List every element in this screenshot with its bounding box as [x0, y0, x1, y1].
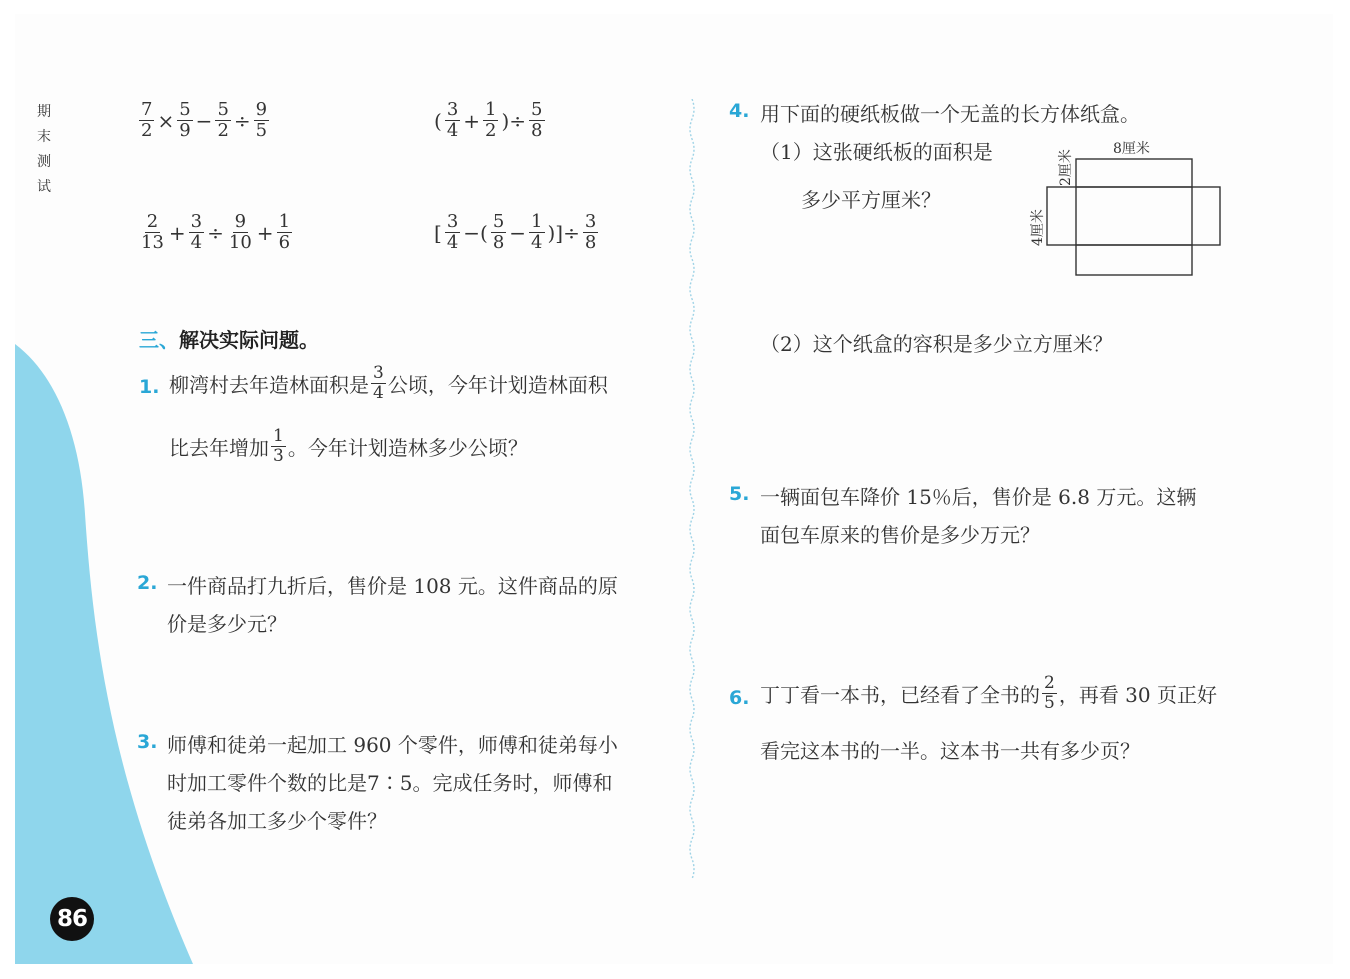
fraction: $\frac{3}{4}$ — [446, 211, 459, 253]
fraction: $\frac{5}{9}$ — [179, 99, 191, 141]
fraction: $\frac{5}{8}$ — [531, 99, 543, 141]
fraction: $\frac{3}{4}$ — [190, 211, 203, 253]
fraction: $\frac{2}{5}$ — [1044, 673, 1055, 713]
side-title-char: 试 — [37, 179, 51, 195]
question-2-line-2: 价是多少元？ — [167, 612, 287, 636]
side-title — [36, 100, 52, 200]
question-4-line-1: 用下面的硬纸板做一个无盖的长方体纸盒。 — [760, 102, 1140, 126]
question-1-number: 1. — [139, 376, 160, 398]
fraction: $\frac{1}{3}$ — [273, 426, 284, 466]
question-1-line-2: 比去年增加 $\frac{1}{3}$ 。今年计划造林多少公顷？ — [169, 426, 528, 466]
fraction: $\frac{7}{2}$ — [141, 99, 153, 141]
question-3-line-2: 时加工零件个数的比是7∶5。完成任务时，师傅和 — [167, 771, 613, 795]
net-top-flap — [1076, 159, 1192, 187]
question-5-number: 5. — [729, 483, 750, 505]
question-4-sub-1-line-1: （1）这张硬纸板的面积是 — [760, 140, 993, 164]
question-6-line-2: 看完这本书的一半。这本书一共有多少页？ — [760, 739, 1140, 763]
fraction: $\frac{3}{4}$ — [373, 363, 384, 403]
label-width: 4厘米 — [1030, 209, 1046, 246]
fraction: $\frac{3}{4}$ — [446, 99, 459, 141]
expression-1: $\frac{7}{2}$ × $\frac{5}{9}$ − $\frac{5}{2}$ ÷ $\frac{9}{5}$ — [141, 99, 268, 141]
question-3-number: 3. — [137, 731, 158, 753]
fraction: $\frac{5}{8}$ — [492, 211, 505, 253]
section-number: 三、 — [139, 328, 179, 352]
question-3-line-1: 师傅和徒弟一起加工 960 个零件，师傅和徒弟每小 — [167, 733, 618, 757]
fraction: $\frac{5}{2}$ — [217, 99, 229, 141]
fraction: $\frac{2}{13}$ — [141, 211, 164, 253]
fraction: $\frac{9}{5}$ — [255, 99, 268, 141]
label-height: 2厘米 — [1058, 149, 1074, 186]
question-5-line-1: 一辆面包车降价 15％后，售价是 6.8 万元。这辆 — [760, 485, 1197, 509]
expression-3: $\frac{2}{13}$ + $\frac{3}{4}$ ÷ $\frac{9}{10}$ + $\frac{1}{6}$ — [141, 211, 291, 253]
page-number: 86 — [50, 897, 94, 941]
net-bottom-flap — [1076, 245, 1192, 275]
workbook-page — [15, 14, 1333, 964]
expression-2: ( $\frac{3}{4}$ + $\frac{1}{2}$ )÷ $\frac{5}{8}$ — [434, 99, 543, 141]
fraction: $\frac{1}{4}$ — [531, 211, 543, 253]
fraction: $\frac{1}{6}$ — [278, 211, 291, 253]
question-4-sub-2: （2）这个纸盒的容积是多少立方厘米？ — [760, 332, 1113, 356]
fraction: $\frac{3}{8}$ — [584, 211, 597, 253]
question-2-number: 2. — [137, 572, 158, 594]
question-6-line-1: 丁丁看一本书，已经看了全书的 $\frac{2}{5}$ ，再看 30 页正好 — [760, 673, 1217, 713]
question-2-line-1: 一件商品打九折后，售价是 108 元。这件商品的原 — [167, 574, 618, 598]
fraction: $\frac{9}{10}$ — [228, 211, 252, 253]
column-divider — [685, 99, 699, 879]
section-title-text: 解决实际问题。 — [179, 328, 319, 352]
question-1-line-1: 柳湾村去年造林面积是 $\frac{3}{4}$ 公顷，今年计划造林面积 — [169, 363, 608, 403]
question-6-number: 6. — [729, 687, 750, 709]
side-title-char: 末 — [37, 129, 51, 145]
side-title-char: 测 — [37, 154, 51, 170]
cardboard-net-figure — [1020, 134, 1240, 284]
question-4-number: 4. — [729, 100, 750, 122]
question-3-line-3: 徒弟各加工多少个零件？ — [167, 809, 387, 833]
fraction: $\frac{1}{2}$ — [485, 99, 497, 141]
question-4-sub-1-line-2: 多少平方厘米？ — [801, 188, 941, 212]
question-5-line-2: 面包车原来的售价是多少万元？ — [760, 523, 1040, 547]
label-length: 8厘米 — [1113, 141, 1150, 157]
section-3-title — [139, 324, 319, 353]
side-title-char: 期 — [37, 104, 51, 120]
expression-4: [ $\frac{3}{4}$ −( $\frac{5}{8}$ − $\frac{1}{4}$ )]÷ $\frac{3}{8}$ — [434, 211, 597, 253]
net-middle-band — [1047, 187, 1220, 245]
